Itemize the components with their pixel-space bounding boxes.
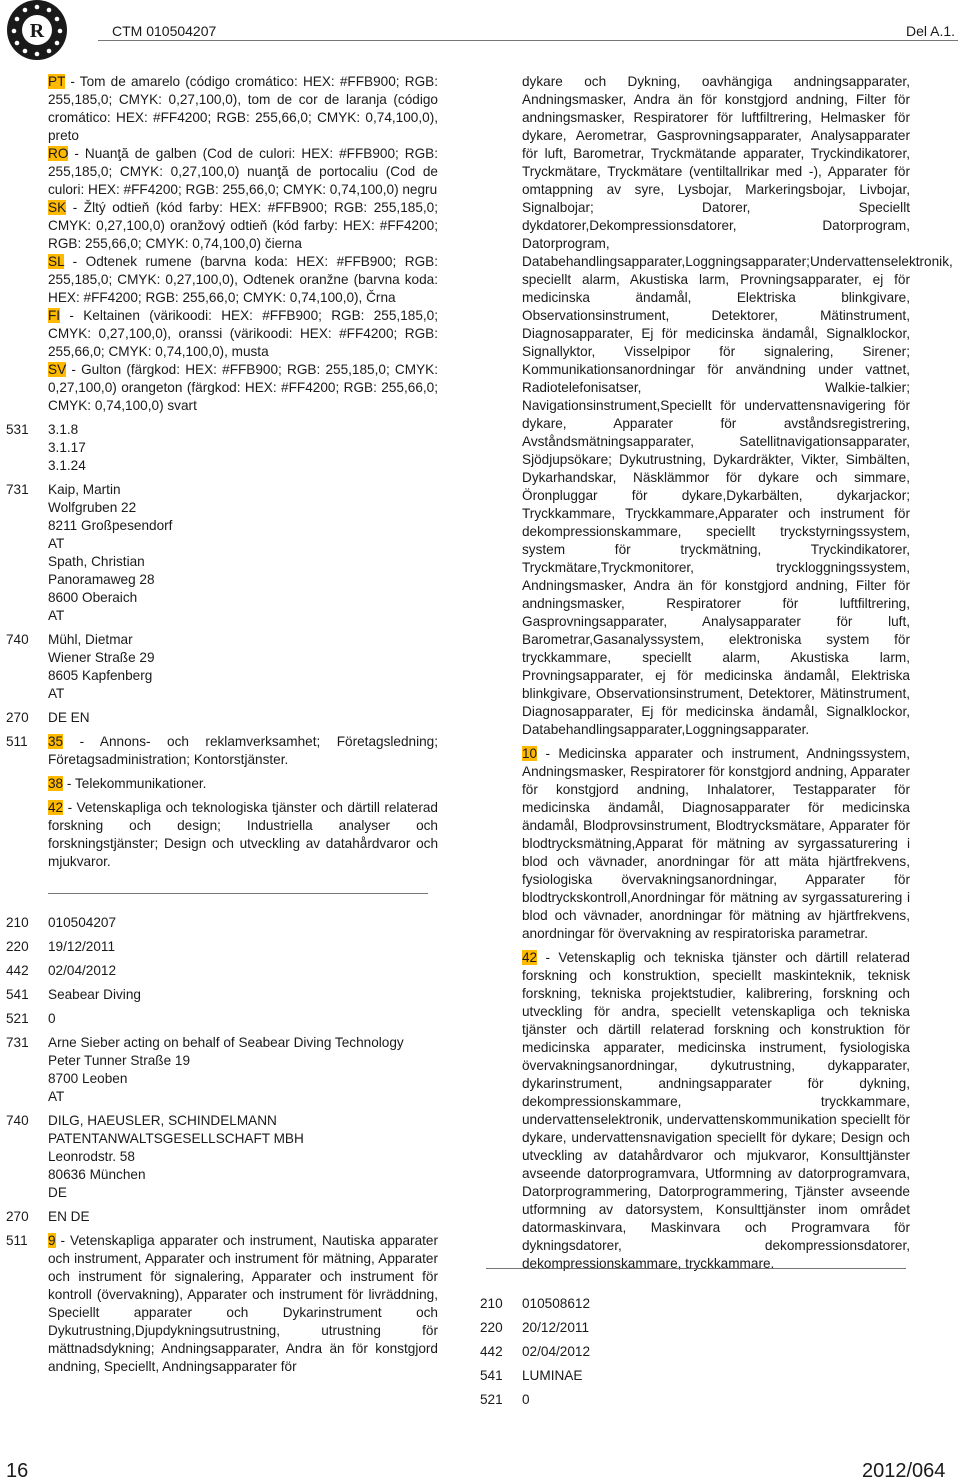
line: Kaip, Martin <box>48 482 121 497</box>
line: Panoramaweg 28 <box>48 572 155 587</box>
line: Wolfgruben 22 <box>48 500 137 515</box>
field-code: 511 <box>6 1233 28 1248</box>
field-code: 270 <box>6 710 29 725</box>
colour-description <box>48 73 438 145</box>
class-9-continued: dykare och Dykning, oavhängiga andningsapparater, Andningsmasker, Andra än för konstgjord andning, Filter för andningsmasker, Respiratorer för luftfiltrering, Helmasker för dykare, Aerometrar, Gasprovningsapparater, Analysapparater för luft, Barometrar, Tryckmätande apparater, Tryckindikatorer, Tryckmätare, Tryckmätare (ventiltallrikar med -), Apparater för omtappning av syre, Lysbojar, Markeringsbojar, Livbojar, Signalbojar; Datorer, Speciellt dykdatorer,Dekompressionsdatorer, Datorprogram, Datorprogram, Databehandlingsapparater,Loggningsapparater;Undervattenselektronik, speciellt alarm, Akustiska larm, Provningsapparater, ej för medicinska ändamål, Elektriska blinkgivare, Observationsinstrument, Detektorer, Mätinstrument, Diagnosapparater, Ej för medicinska ändamål, Signalklockor, Signallyktor, Visselpipor för signalering, Sirener; Kommunikationsanordningar för användning under vattnet, Radiotelefonisatser, Walkie-talkier; Navigationsinstrument,Speciellt för undervattensnavigering för dykare, Apparater för avståndsregistrering, Avståndsmätningsapparater, Satellitnavigationsapparater, Sjödjupsökare; Dykutrustning, Dykardräkter, Vikter, Simbälten, Dykarhandskar, Näsklämmor för dykare och simmare, Öronpluggar för dykare,Dykarbälten, dykarjackor; Tryckkammare, Tryckkammare,Apparater och instrument för dekompressionskammare, speciellt tryckstyrningssystem, system för tryckmätning, Tryckindikatorer, Tryckmätare,Tryckmonitorer, tryckloggningssystem, Andningsmasker, Andra än för konstgjord andning, Filter för andningsmasker, Respiratorer för luftfiltrering, Gasprovningsapparater, Analysapparater för luft, Barometrar,Gasanalyssystem, elektroniska system för tryckkammare, speciellt alarm, Akustiska larm, Provningsapparater, ej för medicinska ändamål, Elektriska blinkgivare, Observationsinstrument, Detektorer, Mätinstrument, Diagnosapparater, Ej för medicinska ändamål, Signalklockor, Databehandlingsapparater,Loggningsapparater. <box>522 74 953 737</box>
field-code: 521 <box>480 1392 503 1407</box>
section-label: Del A.1. <box>906 23 956 39</box>
class-number: 10 <box>522 746 538 761</box>
field-270 <box>6 709 438 727</box>
colour-text: - Nuanţă de galben (Cod de culori: HEX: #FFB900; RGB: 255,185,0; CMYK: 0,27,100,0) nuanţă de portocaliu (Cod de culori: HEX: #FF4200; RGB: 255,66,0; CMYK: 0,74,100,0) negru <box>48 146 438 197</box>
field-740 <box>6 631 438 703</box>
class-number: 42 <box>522 950 538 965</box>
representative <box>48 1112 438 1202</box>
field-code: 511 <box>6 734 28 749</box>
field-code: 220 <box>480 1320 503 1335</box>
line: AT <box>48 536 65 551</box>
line: Peter Tunner Straße 19 <box>48 1053 191 1068</box>
line: AT <box>48 608 65 623</box>
field-731 <box>6 481 438 625</box>
entry-divider <box>486 1268 906 1269</box>
entry-divider <box>48 893 428 894</box>
colour-description <box>48 145 438 199</box>
line: 8600 Oberaich <box>48 590 138 605</box>
line: AT <box>48 1089 65 1104</box>
field-code: 740 <box>6 1113 29 1128</box>
colour-text: - Žltý odtieň (kód farby: HEX: #FFB900; RGB: 255,185,0; CMYK: 0,27,100,0) oranžový odtieň (kód farby: HEX: #FF4200; RGB: 255,66,0; CMYK: 0,74,100,0) čierna <box>48 200 438 251</box>
class-list <box>48 733 438 871</box>
field-511b <box>6 1232 438 1376</box>
colour-text: - Tom de amarelo (código cromático: HEX: #FFB900; RGB: 255,185,0; CMYK: 0,27,100,0), tom de cor de laranja (código cromático: HEX: #FF4200; RGB: 255,66,0; CMYK: 0,74,100,0), preto <box>48 74 438 143</box>
class-text: - Telekommunikationer. <box>63 776 207 791</box>
mark-text: LUMINAE <box>522 1368 583 1383</box>
language-tag: SK <box>48 200 67 215</box>
colour-text: - Keltainen (värikoodi: HEX: #FFB900; RGB: 255,185,0; CMYK: 0,27,100,0), oranssi (värikoodi: HEX: #FF4200; RGB: 255,66,0; CMYK: 0,74,100,0), musta <box>48 308 438 359</box>
field-code: 210 <box>6 915 29 930</box>
right-entry <box>480 1295 910 1409</box>
class-entry <box>48 775 438 793</box>
distinctiveness: 0 <box>522 1392 530 1407</box>
application-number: 010508612 <box>522 1296 591 1311</box>
class-number: 9 <box>48 1233 56 1248</box>
field-740b <box>6 1112 438 1202</box>
languages: EN DE <box>48 1209 90 1224</box>
class-10 <box>522 745 910 943</box>
field-code: 210 <box>480 1296 503 1311</box>
field-220 <box>6 938 438 956</box>
line: Leonrodstr. 58 <box>48 1149 135 1164</box>
class-number: 35 <box>48 734 64 749</box>
filing-date: 19/12/2011 <box>48 939 116 954</box>
field-541 <box>6 986 438 1004</box>
class-42 <box>522 949 910 1273</box>
line: 3.1.24 <box>48 458 86 473</box>
line: DILG, HAEUSLER, SCHINDELMANN <box>48 1113 277 1128</box>
owner-2 <box>48 553 438 625</box>
language-tag: FI <box>48 308 61 323</box>
languages: DE EN <box>48 710 90 725</box>
distinctiveness: 0 <box>48 1011 56 1026</box>
field-code: 270 <box>6 1209 29 1224</box>
colour-description <box>48 199 438 253</box>
field-541 <box>480 1367 910 1385</box>
page-number: 16 <box>6 1460 29 1482</box>
line: Mühl, Dietmar <box>48 632 133 647</box>
field-code: 531 <box>6 422 29 437</box>
language-tag: PT <box>48 74 66 89</box>
colour-descriptions <box>48 73 438 415</box>
field-442 <box>480 1343 910 1361</box>
owner-1 <box>48 481 438 553</box>
filing-date: 20/12/2011 <box>522 1320 590 1335</box>
line: Wiener Straße 29 <box>48 650 155 665</box>
ohim-logo <box>6 0 68 60</box>
field-code: 220 <box>6 939 29 954</box>
header-rule <box>98 40 958 41</box>
field-731b <box>6 1034 438 1106</box>
left-column <box>6 73 438 1376</box>
owner <box>48 1034 438 1106</box>
line: 3.1.17 <box>48 440 86 455</box>
colour-description <box>48 361 438 415</box>
right-column <box>522 73 953 1273</box>
field-code: 541 <box>6 987 29 1002</box>
class-number: 38 <box>48 776 64 791</box>
line: AT <box>48 686 65 701</box>
class-text: - Medicinska apparater och instrument, Andningssystem, Andningsmasker, Respiratorer för konstgjord andning, Apparater för konstgjord andning, Inhalatorer, Testapparater för medicinska ändamål, Diagnosapparater för medicinska ändamål, Blodprovsinstrument, Blodtrycksmätare, Apparater för blodtrycksmätning,Apparat för mätning av syrgassaturering i blod och vävnader, anordningar för att mäta hjärtfrekvens, fysiologiska övervakningsanordningar, Apparater för blodtryckskontroll,Anordningar för mätning av syrgassaturering i blod och vävnader, anordningar för mätning av hjärtfrekvens, anordningar för övervakning av respiratoriska parametrar. <box>522 746 910 941</box>
field-code: 442 <box>480 1344 503 1359</box>
line: 3.1.8 <box>48 422 79 437</box>
class-text: - Vetenskaplig och tekniska tjänster och därtill relaterad forskning och konstruktion, speciellt maskinteknik, teknisk forskning, tekniska projektstudier, kalibrering, forskning och utveckling för andra, speciellt vetenskapliga och tekniska tjänster och därtill relaterad forskning och konstruktion för medicinska apparater, medicinska instrument, fysiologiska övervakningsanordningar, dykutrustning, dykapparater, dykarinstrument, andningsapparater för dykning, dekompressionskammare, tryckkammare, undervattenselektronik, undervattenskommunikation speciellt för dykare, undervattensnavigation speciellt för dykare; Design och utveckling av datahårdvaror och mjukvaror, Konsulttjänster avseende datorprogramvara, Utformning av datorprogramvara, Datorprogrammering, Datorprogrammering, Tjänster avseende utformning av datorsystem, Konsulttjänster inom området datormaskinvara, Maskinvara och Programvara för dykningsdatorer, dekompressionsdatorer, dekompressionskammare, tryckkammare. <box>522 950 910 1271</box>
colour-description <box>48 307 438 361</box>
field-code: 731 <box>6 482 29 497</box>
publication-date: 02/04/2012 <box>48 963 117 978</box>
class-text: - Annons- och reklamverksamhet; Företagsledning; Företagsadministration; Kontorstjänster. <box>48 734 438 767</box>
representative <box>48 631 438 703</box>
line: PATENTANWALTSGESELLSCHAFT MBH <box>48 1131 304 1146</box>
line: 80636 München <box>48 1167 146 1182</box>
field-531 <box>6 421 438 475</box>
bulletin-issue: 2012/064 <box>862 1460 946 1482</box>
field-210 <box>480 1295 910 1313</box>
field-511 <box>6 733 438 871</box>
field-210 <box>6 914 438 932</box>
field-code: 740 <box>6 632 29 647</box>
field-220 <box>480 1319 910 1337</box>
field-code: 442 <box>6 963 29 978</box>
line: 8605 Kapfenberg <box>48 668 153 683</box>
language-tag: SV <box>48 362 67 377</box>
class-entry <box>48 733 438 769</box>
field-code: 731 <box>6 1035 29 1050</box>
class-9 <box>48 1232 438 1376</box>
field-442 <box>6 962 438 980</box>
field-code: 541 <box>480 1368 503 1383</box>
class-text: - Vetenskapliga apparater och instrument, Nautiska apparater och instrument, Apparater och instrument för mätning, Apparater och instrument för signalering, Apparater och instrument för kontroll (övervakning), Apparater och instrument för livräddning, Speciellt apparater och Dykarinstrument och Dykutrustning,Djupdykningsutrustning, utrustning för mättnadsdykning; Andningsapparater, Andra än för konstgjord andning, Speciellt, Andningsapparater för <box>48 1233 438 1374</box>
mark-text: Seabear Diving <box>48 987 141 1002</box>
language-tag: SL <box>48 254 65 269</box>
line: 8211 Großpesendorf <box>48 518 173 533</box>
vienna-codes <box>48 421 438 475</box>
colour-description <box>48 253 438 307</box>
colour-text: - Gulton (färgkod: HEX: #FFB900; RGB: 255,185,0; CMYK: 0,27,100,0) orangeton (färgkod: HEX: #FF4200; RGB: 255,66,0; CMYK: 0,74,100,0) svart <box>48 362 438 413</box>
line: Spath, Christian <box>48 554 145 569</box>
field-code: 521 <box>6 1011 29 1026</box>
field-521 <box>480 1391 910 1409</box>
field-521 <box>6 1010 438 1028</box>
publication-date: 02/04/2012 <box>522 1344 591 1359</box>
class-text: - Vetenskapliga och teknologiska tjänster och därtill relaterad forskning och design; Industriella analyser och forskningstjänster; Design och utveckling av datahårdvaror och mjukvaror. <box>48 800 438 869</box>
field-270b <box>6 1208 438 1226</box>
doc-id: CTM 010504207 <box>112 23 217 39</box>
logo-letter: R <box>29 20 45 42</box>
colour-text: - Odtenek rumene (barvna koda: HEX: #FFB900; RGB: 255,185,0; CMYK: 0,27,100,0), Odtenek oranžne (barvna koda: HEX: #FF4200; RGB: 255,66,0; CMYK: 0,74,100,0), Črna <box>48 254 438 305</box>
class-number: 42 <box>48 800 64 815</box>
line: DE <box>48 1185 67 1200</box>
line: 8700 Leoben <box>48 1071 128 1086</box>
line: Arne Sieber acting on behalf of Seabear Diving Technology <box>48 1035 404 1050</box>
class-entry <box>48 799 438 871</box>
language-tag: RO <box>48 146 69 161</box>
application-number: 010504207 <box>48 915 117 930</box>
